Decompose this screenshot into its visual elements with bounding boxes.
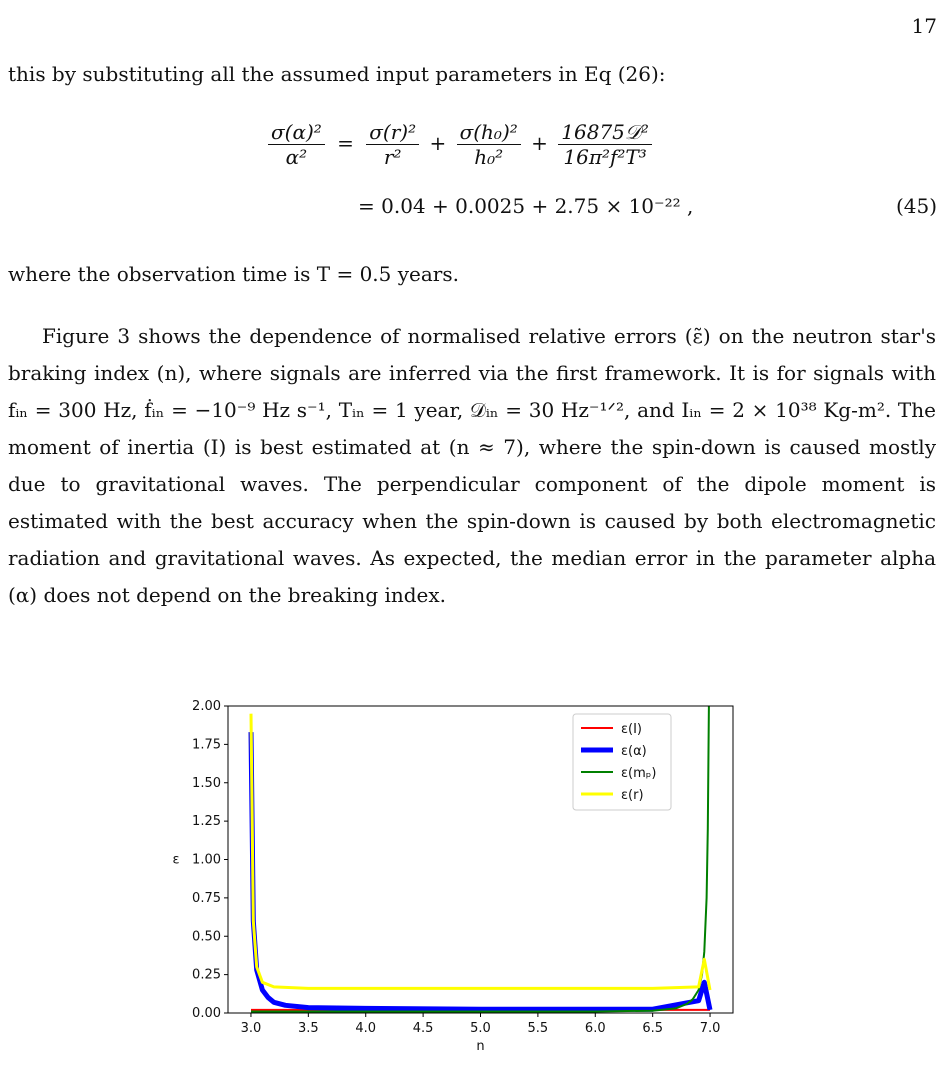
- x-tick-label: 3.5: [297, 1021, 319, 1036]
- eq-term-1: $\frac{\text{σ(r)²}}{\text{r²}}$: [366, 120, 419, 169]
- y-tick-label: 0.75: [192, 890, 221, 906]
- x-tick-label: 3.0: [240, 1021, 262, 1036]
- y-axis-label: ε: [172, 852, 180, 868]
- legend-entry: ε(r): [621, 788, 644, 803]
- y-tick-label: 1.50: [192, 775, 221, 791]
- x-tick-label: 7.0: [699, 1021, 721, 1036]
- error-vs-braking-index-chart: [150, 690, 750, 1080]
- page-number: 17: [911, 14, 937, 38]
- legend-entry: ε(α): [621, 744, 647, 759]
- x-tick-label: 6.0: [584, 1021, 606, 1036]
- y-tick-label: 0.00: [192, 1006, 221, 1021]
- body-paragraph: Figure 3 shows the dependence of normalised relative errors (ε̃) on the neutron star's braking index (n), where signals are inferred via the first framework. It is for signals with fᵢₙ = 300 Hz, ḟᵢₙ = −10⁻⁹ Hz s⁻¹, Tᵢₙ = 1 year, 𝒟ᵢₙ = 30 Hz⁻¹ᐟ², and Iᵢₙ = 2 × 10³⁸ Kg-m². The moment of inertia (I) is best estimated at (n ≈ 7), where the spin-down is caused mostly due to gravitational waves. The perpendicular component of the dipole moment is estimated with the best accuracy when the spin-down is caused by both electromagnetic radiation and gravitational waves. As expected, the median error in the parameter alpha (α) does not depend on the breaking index.: [8, 324, 936, 607]
- intro-line: this by substituting all the assumed input parameters in Eq (26):: [8, 62, 666, 86]
- x-tick-label: 4.0: [355, 1021, 377, 1036]
- legend-entry: ε(I): [621, 722, 643, 737]
- y-tick-label: 1.75: [192, 737, 221, 753]
- eq-lhs: $\frac{\text{σ(α)²}}{\text{α²}}$: [268, 120, 325, 169]
- y-tick-label: 0.50: [192, 929, 221, 945]
- eq-term-2: $\frac{\text{σ(h₀)²}}{\text{h₀²}}$: [457, 120, 521, 169]
- x-tick-label: 4.5: [412, 1021, 434, 1036]
- x-tick-label: 5.5: [527, 1021, 549, 1036]
- eq-term-3: $\frac{\text{16875𝒟²}}{\text{16π²f²T³}}$: [558, 120, 652, 169]
- y-tick-label: 0.25: [192, 967, 221, 983]
- y-tick-label: 1.25: [192, 814, 221, 830]
- x-tick-label: 5.0: [470, 1021, 491, 1036]
- y-tick-label: 1.00: [192, 852, 221, 868]
- x-tick-label: 6.5: [642, 1021, 664, 1036]
- y-tick-label: 2.00: [192, 699, 221, 714]
- equation-number: (45): [895, 194, 937, 218]
- x-axis-label: n: [476, 1039, 485, 1054]
- observation-line: where the observation time is T = 0.5 years.: [8, 262, 459, 286]
- legend-entry: ε(mₚ): [621, 766, 657, 781]
